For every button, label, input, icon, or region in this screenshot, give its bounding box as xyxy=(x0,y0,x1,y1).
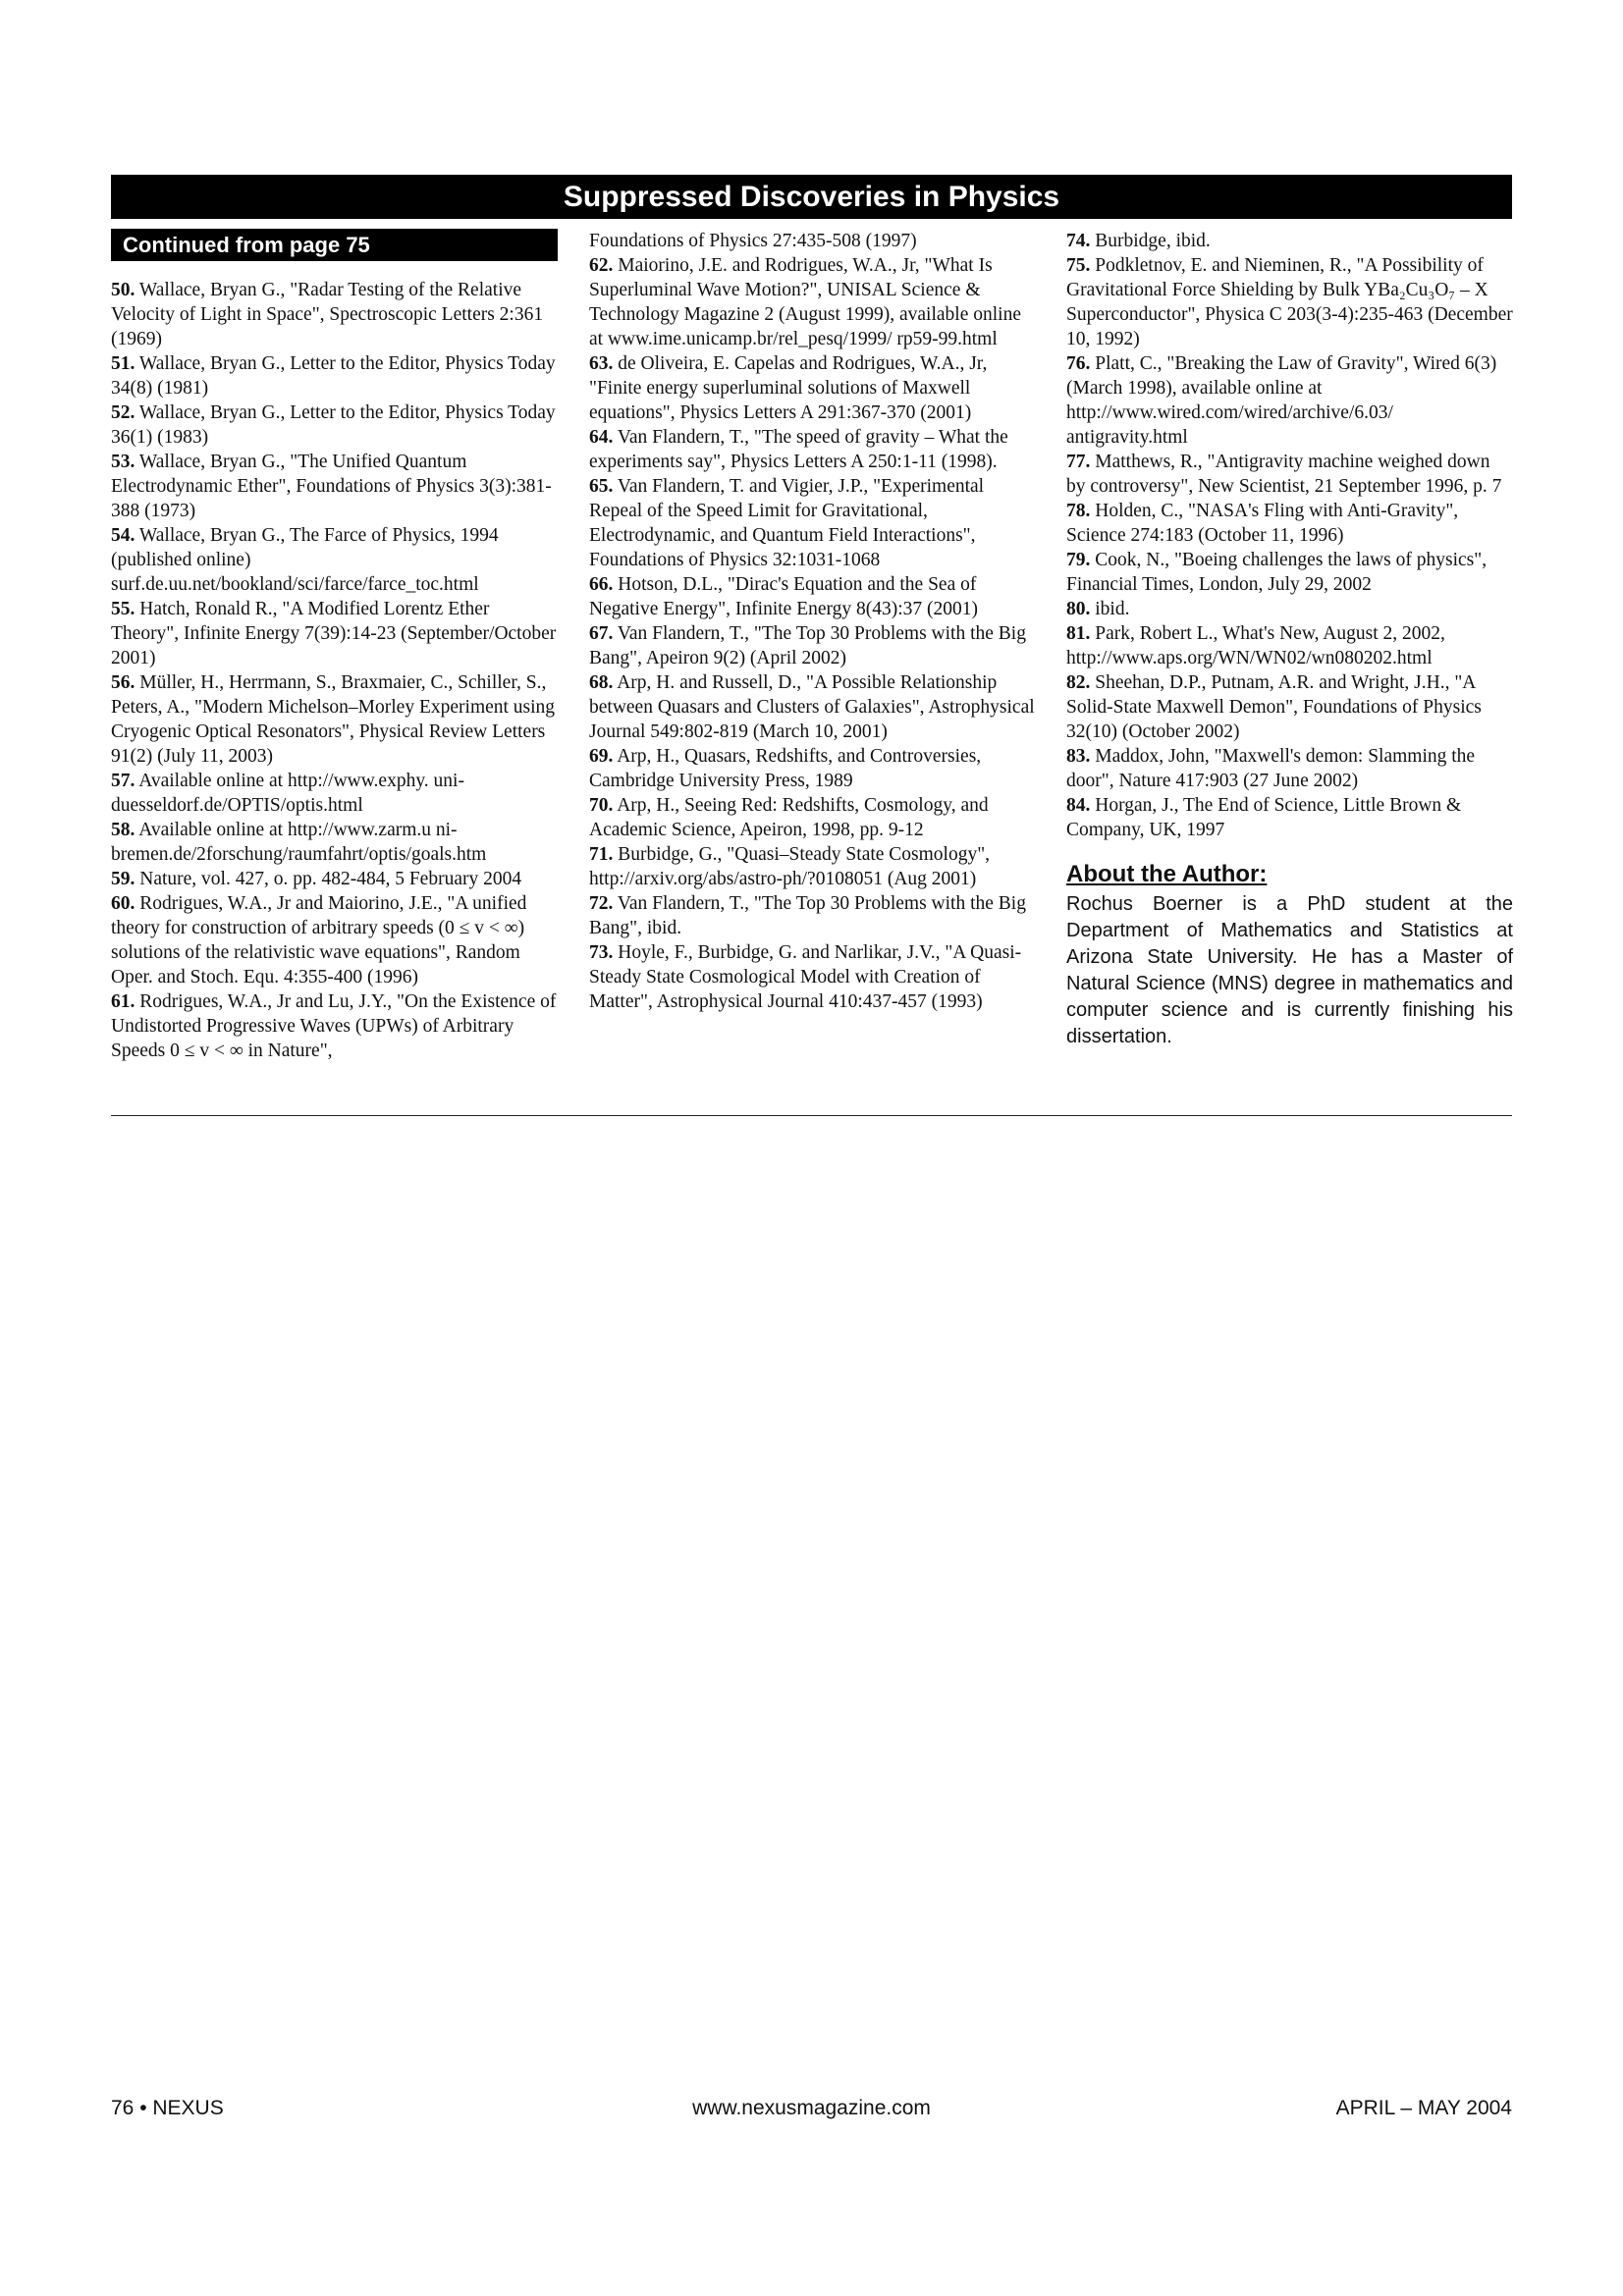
reference-item xyxy=(111,670,558,769)
reference-text: Foundations of Physics 27:435-508 (1997) xyxy=(589,231,917,251)
reference-item xyxy=(589,940,1036,1014)
about-heading: About the Author: xyxy=(1066,861,1268,887)
section-title: Suppressed Discoveries in Physics xyxy=(563,181,1060,213)
reference-number: 57. xyxy=(111,771,135,791)
reference-item xyxy=(589,891,1036,940)
reference-item xyxy=(589,351,1036,425)
reference-number: 67. xyxy=(589,623,614,644)
reference-number: 73. xyxy=(589,942,614,963)
reference-text: Available online at http://www.zarm.u ni-bremen.de/2forschung/raumfahrt/optis/goals.htm xyxy=(111,820,487,865)
reference-text: ibid. xyxy=(1095,599,1130,619)
references-column-2 xyxy=(589,229,1036,1014)
reference-number: 58. xyxy=(111,820,135,840)
reference-item xyxy=(111,523,558,597)
reference-number: 55. xyxy=(111,599,135,619)
reference-item xyxy=(589,744,1036,793)
reference-item xyxy=(1066,793,1513,842)
reference-number: 50. xyxy=(111,280,135,300)
reference-number: 53. xyxy=(111,452,135,472)
reference-text: Horgan, J., The End of Science, Little Brown & Company, UK, 1997 xyxy=(1066,795,1462,840)
references-column-3 xyxy=(1066,229,1513,1050)
reference-number: 74. xyxy=(1066,231,1091,251)
reference-number: 81. xyxy=(1066,623,1091,644)
reference-number: 60. xyxy=(111,893,135,914)
reference-text: Arp, H. and Russell, D., "A Possible Relationship between Quasars and Clusters of Galaxies", Astrophysical Journal 549:802-819 (March 10, 2001) xyxy=(589,672,1035,742)
reference-number: 82. xyxy=(1066,672,1091,693)
reference-item xyxy=(589,425,1036,474)
reference-item xyxy=(1066,548,1513,597)
reference-item xyxy=(1066,621,1513,670)
reference-number: 72. xyxy=(589,893,614,914)
reference-number: 62. xyxy=(589,255,614,276)
reference-number: 52. xyxy=(111,402,135,423)
reference-list-3 xyxy=(1066,229,1513,842)
reference-item xyxy=(589,621,1036,670)
reference-text: Wallace, Bryan G., "The Unified Quantum Electrodynamic Ether", Foundations of Physics 3(3):381-388 (1973) xyxy=(111,452,552,521)
reference-item xyxy=(111,818,558,867)
reference-number: 64. xyxy=(589,427,614,448)
reference-item xyxy=(589,572,1036,621)
reference-item xyxy=(589,842,1036,891)
reference-text: Park, Robert L., What's New, August 2, 2002, http://www.aps.org/WN/WN02/wn080202.html xyxy=(1066,623,1445,668)
reference-item xyxy=(111,597,558,670)
reference-number: 61. xyxy=(111,991,135,1012)
reference-item xyxy=(111,278,558,351)
reference-text: Wallace, Bryan G., Letter to the Editor, Physics Today 34(8) (1981) xyxy=(111,353,556,399)
footer-url: www.nexusmagazine.com xyxy=(692,2097,931,2119)
reference-text: Available online at http://www.exphy. uni-duesseldorf.de/OPTIS/optis.html xyxy=(111,771,464,816)
reference-item xyxy=(111,450,558,523)
reference-text: Arp, H., Quasars, Redshifts, and Controversies, Cambridge University Press, 1989 xyxy=(589,746,982,791)
reference-number: 75. xyxy=(1066,255,1091,276)
reference-text: Van Flandern, T., "The Top 30 Problems with the Big Bang", Apeiron 9(2) (April 2002) xyxy=(589,623,1026,668)
footer-issue-date: APRIL – MAY 2004 xyxy=(1335,2097,1512,2119)
reference-text: Burbidge, G., "Quasi–Steady State Cosmology", http://arxiv.org/abs/astro-ph/?0108051 (Aug 2001) xyxy=(589,844,991,889)
reference-number: 69. xyxy=(589,746,614,767)
reference-item xyxy=(589,670,1036,744)
reference-number: 76. xyxy=(1066,353,1091,374)
reference-number: 70. xyxy=(589,795,614,816)
about-body: Rochus Boerner is a PhD student at the Department of Mathematics and Statistics at Arizona State University. He has a Master of Natural Science (MNS) degree in mathematics and computer science and is currently finishing his dissertation. xyxy=(1066,893,1513,1047)
section-divider xyxy=(111,1115,1512,1116)
reference-item xyxy=(1066,670,1513,744)
reference-text: Hoyle, F., Burbidge, G. and Narlikar, J.V., "A Quasi-Steady State Cosmological Model with Creation of Matter", Astrophysical Journal 410:437-457 (1993) xyxy=(589,942,1022,1012)
reference-number: 79. xyxy=(1066,550,1091,570)
reference-text: Holden, C., "NASA's Fling with Anti-Gravity", Science 274:183 (October 11, 1996) xyxy=(1066,501,1459,546)
reference-number: 78. xyxy=(1066,501,1091,521)
reference-text: Rodrigues, W.A., Jr and Lu, J.Y., "On the Existence of Undistorted Progressive Waves (UPWs) of Arbitrary Speeds 0 ≤ v < ∞ in Nature", xyxy=(111,991,557,1061)
reference-text: Cook, N., "Boeing challenges the laws of physics", Financial Times, London, July 29, 2002 xyxy=(1066,550,1488,595)
reference-text: Matthews, R., "Antigravity machine weighed down by controversy", New Scientist, 21 September 1996, p. 7 xyxy=(1066,452,1502,497)
reference-text: Wallace, Bryan G., Letter to the Editor, Physics Today 36(1) (1983) xyxy=(111,402,556,448)
reference-number: 63. xyxy=(589,353,614,374)
reference-text: Wallace, Bryan G., The Farce of Physics, 1994 (published online) surf.de.uu.net/bookland/sci/farce/farce_toc.html xyxy=(111,525,499,595)
reference-item xyxy=(111,891,558,989)
reference-list-2 xyxy=(589,229,1036,1014)
reference-text: Sheehan, D.P., Putnam, A.R. and Wright, J.H., "A Solid-State Maxwell Demon", Foundations of Physics 32(10) (October 2002) xyxy=(1066,672,1482,742)
reference-text: Platt, C., "Breaking the Law of Gravity", Wired 6(3) (March 1998), available online at http://www.wired.com/wired/archive/6.03/ antigravity.html xyxy=(1066,353,1497,448)
reference-item xyxy=(111,989,558,1063)
reference-text: Müller, H., Herrmann, S., Braxmaier, C., Schiller, S., Peters, A., "Modern Michelson–Morley Experiment using Cryogenic Optical Resonators", Physical Review Letters 91(2) (July 11, 2003) xyxy=(111,672,556,767)
reference-text: Maddox, John, "Maxwell's demon: Slamming the door", Nature 417:903 (27 June 2002) xyxy=(1066,746,1476,791)
reference-number: 51. xyxy=(111,353,135,374)
reference-text: Podkletnov, E. and Nieminen, R., "A Possibility of Gravitational Force Shielding by Bulk YBa₂Cu₃O₇ – X Superconductor", Physica C 203(3-4):235-463 (December 10, 1992) xyxy=(1066,255,1513,349)
reference-item xyxy=(1066,229,1513,253)
reference-number: 59. xyxy=(111,869,135,889)
reference-number: 65. xyxy=(589,476,614,497)
reference-item xyxy=(111,867,558,891)
reference-number: 71. xyxy=(589,844,614,865)
reference-item xyxy=(111,400,558,450)
reference-item xyxy=(589,474,1036,572)
reference-item xyxy=(1066,450,1513,499)
reference-number: 66. xyxy=(589,574,614,595)
reference-number: 56. xyxy=(111,672,135,693)
reference-text: Nature, vol. 427, o. pp. 482-484, 5 February 2004 xyxy=(139,869,522,889)
reference-text: Arp, H., Seeing Red: Redshifts, Cosmology, and Academic Science, Apeiron, 1998, pp. 9-12 xyxy=(589,795,989,840)
reference-text: Van Flandern, T., "The speed of gravity – What the experiments say", Physics Letters A 250:1-11 (1998). xyxy=(589,427,1008,472)
reference-number: 68. xyxy=(589,672,614,693)
continued-label: Continued from page 75 xyxy=(111,229,558,261)
reference-text: Rodrigues, W.A., Jr and Maiorino, J.E., "A unified theory for construction of arbitrary speeds (0 ≤ v < ∞) solutions of the relativistic wave equations", Random Oper. and Stoch. Equ. 4:355-400 (1996) xyxy=(111,893,527,988)
footer-page-label: 76 • NEXUS xyxy=(111,2097,224,2119)
reference-text: Van Flandern, T., "The Top 30 Problems with the Big Bang", ibid. xyxy=(589,893,1026,938)
reference-text: Hotson, D.L., "Dirac's Equation and the Sea of Negative Energy", Infinite Energy 8(43):37 (2001) xyxy=(589,574,979,619)
reference-text: Maiorino, J.E. and Rodrigues, W.A., Jr, "What Is Superluminal Wave Motion?", UNISAL Science & Technology Magazine 2 (August 1999), available online at www.ime.unicamp.br/rel_pesq/1999/ rp59-99.html xyxy=(589,255,1021,349)
section-banner xyxy=(111,175,1512,219)
reference-text: Hatch, Ronald R., "A Modified Lorentz Ether Theory", Infinite Energy 7(39):14-23 (September/October 2001) xyxy=(111,599,557,668)
reference-number: 77. xyxy=(1066,452,1091,472)
reference-number: 84. xyxy=(1066,795,1091,816)
reference-item xyxy=(589,253,1036,351)
reference-item xyxy=(1066,351,1513,450)
reference-item xyxy=(111,351,558,400)
reference-item xyxy=(111,769,558,818)
reference-item xyxy=(589,229,1036,253)
reference-text: Burbidge, ibid. xyxy=(1095,231,1211,251)
reference-item xyxy=(1066,597,1513,621)
reference-text: de Oliveira, E. Capelas and Rodrigues, W.A., Jr, "Finite energy superluminal solutions of Maxwell equations", Physics Letters A 291:367-370 (2001) xyxy=(589,353,988,423)
reference-item xyxy=(1066,253,1513,351)
reference-text: Van Flandern, T. and Vigier, J.P., "Experimental Repeal of the Speed Limit for Gravitational, Electrodynamic, and Quantum Field Interactions", Foundations of Physics 32:1031-1068 xyxy=(589,476,985,570)
reference-number: 54. xyxy=(111,525,135,546)
reference-number: 80. xyxy=(1066,599,1091,619)
reference-number: 83. xyxy=(1066,746,1091,767)
references-column-1 xyxy=(111,229,558,1063)
reference-text: Wallace, Bryan G., "Radar Testing of the Relative Velocity of Light in Space", Spectroscopic Letters 2:361 (1969) xyxy=(111,280,544,349)
reference-item xyxy=(1066,499,1513,548)
reference-item xyxy=(1066,744,1513,793)
reference-item xyxy=(589,793,1036,842)
reference-list-1 xyxy=(111,278,558,1063)
